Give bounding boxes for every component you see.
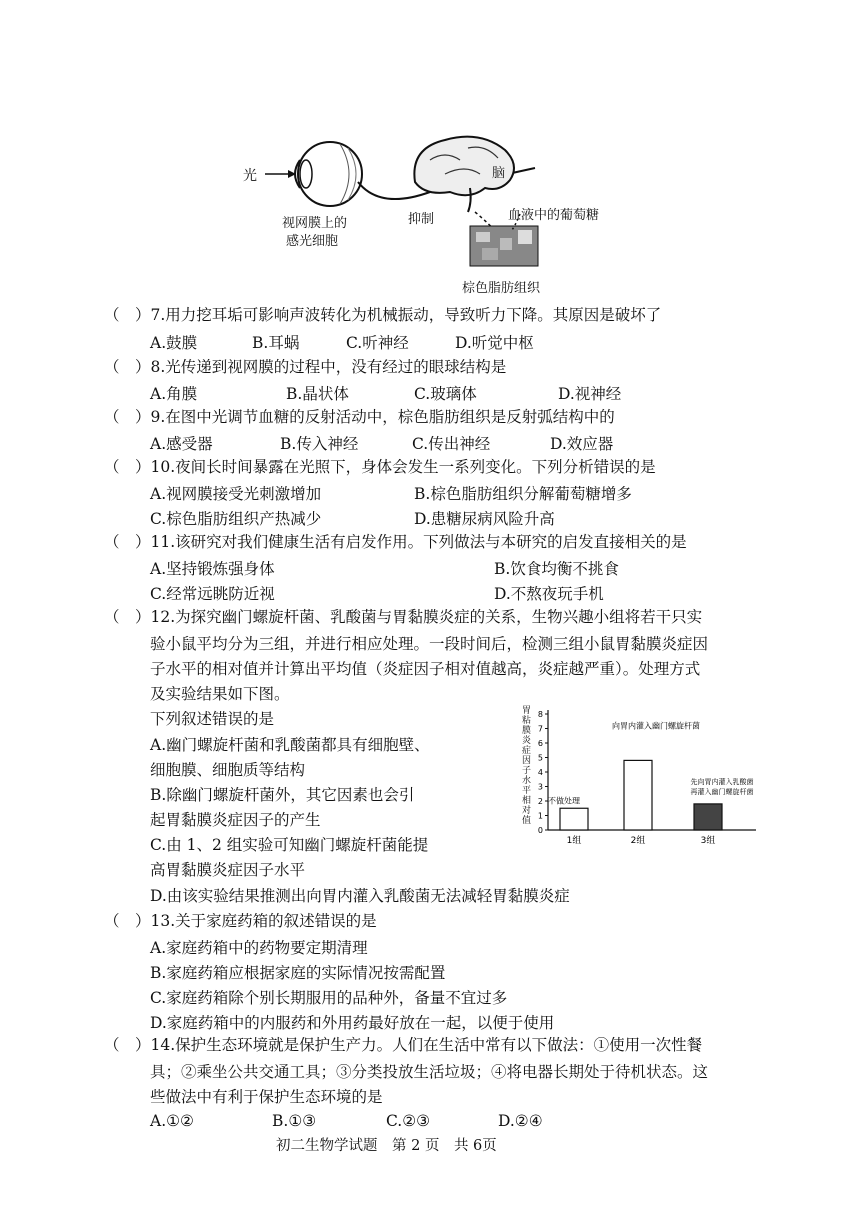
option-b: B.棕色脂肪组织分解葡萄糖增多 bbox=[414, 485, 632, 503]
question-number: （ ）13. bbox=[104, 912, 176, 930]
retina-label-2: 感光细胞 bbox=[286, 234, 339, 249]
chart-plot bbox=[516, 702, 766, 852]
y-tick-label: 8 bbox=[537, 710, 543, 719]
question-stem-line-1: 为探究幽门螺旋杆菌、乳酸菌与胃黏膜炎症的关系，生物兴趣小组将若干只实 bbox=[175, 608, 703, 626]
option-a: A.①② bbox=[150, 1112, 194, 1130]
y-tick-label: 0 bbox=[537, 826, 543, 835]
inflammation-chart bbox=[516, 702, 766, 852]
bar-label-2: 向胃内灌入幽门螺旋杆菌 bbox=[612, 721, 700, 731]
option-d: D.由该实验结果推测出向胃内灌入乳酸菌无法减轻胃黏膜炎症 bbox=[150, 887, 570, 905]
option-c: C.家庭药箱除个别长期服用的品种外，备量不宜过多 bbox=[150, 989, 508, 1007]
option-d: D.视神经 bbox=[558, 385, 622, 403]
question-number: （ ）12. bbox=[104, 608, 176, 626]
brain-label: 脑 bbox=[492, 166, 506, 181]
chart-ylabel: 胃粘膜炎症因子水平相对值 bbox=[522, 706, 532, 826]
option-b: B.传入神经 bbox=[280, 435, 359, 453]
question-stem-line-2: 验小鼠平均分为三组，并进行相应处理。一段时间后，检测三组小鼠胃黏膜炎症因 bbox=[150, 635, 709, 653]
bar-label-1: 不做处理 bbox=[548, 796, 580, 806]
option-b-line-2: 起胃黏膜炎症因子的产生 bbox=[150, 811, 321, 829]
question-stem-line-1: 保护生态环境就是保护生产力。人们在生活中常有以下做法：①使用一次性餐 bbox=[175, 1036, 703, 1054]
glucose-label: 血液中的葡萄糖 bbox=[508, 208, 600, 223]
option-a-line-1: A.幽门螺旋杆菌和乳酸菌都具有细胞壁、 bbox=[150, 736, 430, 754]
question-number: （ ）11. bbox=[104, 533, 176, 551]
page-footer: 初二生物学试题 第 2 页 共 6页 bbox=[276, 1138, 497, 1154]
option-b: B.晶状体 bbox=[286, 385, 349, 403]
option-d: D.家庭药箱中的内服药和外用药最好放在一起，以便于使用 bbox=[150, 1014, 555, 1032]
option-a: A.角膜 bbox=[150, 385, 198, 403]
question-stem: 夜间长时间暴露在光照下，身体会发生一系列变化。下列分析错误的是 bbox=[175, 458, 656, 476]
category-label: 3组 bbox=[700, 836, 716, 846]
y-tick-label: 4 bbox=[537, 768, 543, 777]
option-a: A.鼓膜 bbox=[150, 334, 198, 352]
question-stem: 光传递到视网膜的过程中，没有经过的眼球结构是 bbox=[165, 358, 507, 376]
option-d: D.②④ bbox=[498, 1112, 543, 1130]
question-stem: 关于家庭药箱的叙述错误的是 bbox=[175, 912, 377, 930]
option-c: C.传出神经 bbox=[412, 435, 491, 453]
bar-label-3-line-2: 再灌入幽门螺旋杆菌 bbox=[690, 787, 754, 796]
option-b: B.耳蜗 bbox=[252, 334, 300, 352]
option-d: D.效应器 bbox=[550, 435, 614, 453]
question-stem-line-3: 子水平的相对值并计算出平均值（炎症因子相对值越高，炎症越严重）。处理方式 bbox=[150, 660, 701, 678]
question-stem-line-3: 些做法中有利于保护生态环境的是 bbox=[150, 1088, 383, 1106]
option-b-line-1: B.除幽门螺旋杆菌外，其它因素也会引 bbox=[150, 786, 415, 804]
question-number: （ ）10. bbox=[104, 458, 176, 476]
option-c-line-2: 高胃黏膜炎症因子水平 bbox=[150, 861, 306, 879]
question-stem: 用力挖耳垢可影响声波转化为机械振动，导致听力下降。其原因是破坏了 bbox=[165, 306, 662, 324]
question-stem-line-2: 具；②乘坐公共交通工具；③分类投放生活垃圾；④将电器长期处于待机状态。这 bbox=[150, 1063, 709, 1081]
option-a-line-2: 细胞膜、细胞质等结构 bbox=[150, 761, 306, 779]
option-c: C.听神经 bbox=[346, 334, 409, 352]
category-label: 2组 bbox=[630, 836, 646, 846]
option-b: B.①③ bbox=[272, 1112, 317, 1130]
retina-label-1: 视网膜上的 bbox=[282, 216, 348, 231]
question-number: （ ）14. bbox=[104, 1036, 176, 1054]
option-d: D.听觉中枢 bbox=[455, 334, 534, 352]
option-c: C.经常远眺防近视 bbox=[150, 585, 275, 603]
y-tick-label: 1 bbox=[537, 811, 543, 821]
brown-fat-label: 棕色脂肪组织 bbox=[462, 281, 541, 296]
y-tick-label: 2 bbox=[537, 797, 543, 806]
bar-2 bbox=[624, 760, 652, 830]
light-label: 光 bbox=[243, 168, 257, 184]
question-ask: 下列叙述错误的是 bbox=[150, 710, 275, 728]
inhibit-label: 抑制 bbox=[408, 212, 435, 227]
y-tick-label: 6 bbox=[537, 739, 543, 748]
question-number: （ ）8. bbox=[104, 358, 166, 376]
option-d: D.不熬夜玩手机 bbox=[494, 585, 604, 603]
question-stem: 在图中光调节血糖的反射活动中，棕色脂肪组织是反射弧结构中的 bbox=[165, 408, 615, 426]
option-c: C.玻璃体 bbox=[414, 385, 477, 403]
option-c-line-1: C.由 1、2 组实验可知幽门螺旋杆菌能提 bbox=[150, 836, 429, 854]
category-label: 1组 bbox=[566, 836, 582, 846]
bar-3 bbox=[694, 804, 722, 830]
option-a: A.家庭药箱中的药物要定期清理 bbox=[150, 939, 368, 957]
y-tick-label: 5 bbox=[537, 753, 543, 763]
option-b: B.家庭药箱应根据家庭的实际情况按需配置 bbox=[150, 964, 446, 982]
reflex-figure bbox=[230, 130, 630, 300]
y-tick-label: 3 bbox=[537, 782, 543, 792]
y-tick-label: 7 bbox=[537, 724, 543, 734]
option-b: B.饮食均衡不挑食 bbox=[494, 560, 619, 578]
option-a: A.感受器 bbox=[150, 435, 213, 453]
option-a: A.视网膜接受光刺激增加 bbox=[150, 485, 322, 503]
question-number: （ ）7. bbox=[104, 306, 166, 324]
bar-label-3-line-1: 先向胃内灌入乳酸菌 bbox=[690, 777, 754, 786]
option-a: A.坚持锻炼强身体 bbox=[150, 560, 275, 578]
question-number: （ ）9. bbox=[104, 408, 166, 426]
question-stem: 该研究对我们健康生活有启发作用。下列做法与本研究的启发直接相关的是 bbox=[175, 533, 687, 551]
bar-1 bbox=[560, 808, 588, 830]
question-stem-line-4: 及实验结果如下图。 bbox=[150, 685, 290, 703]
option-c: C.棕色脂肪组织产热减少 bbox=[150, 510, 322, 528]
option-d: D.患糖尿病风险升高 bbox=[414, 510, 555, 528]
option-c: C.②③ bbox=[386, 1112, 431, 1130]
